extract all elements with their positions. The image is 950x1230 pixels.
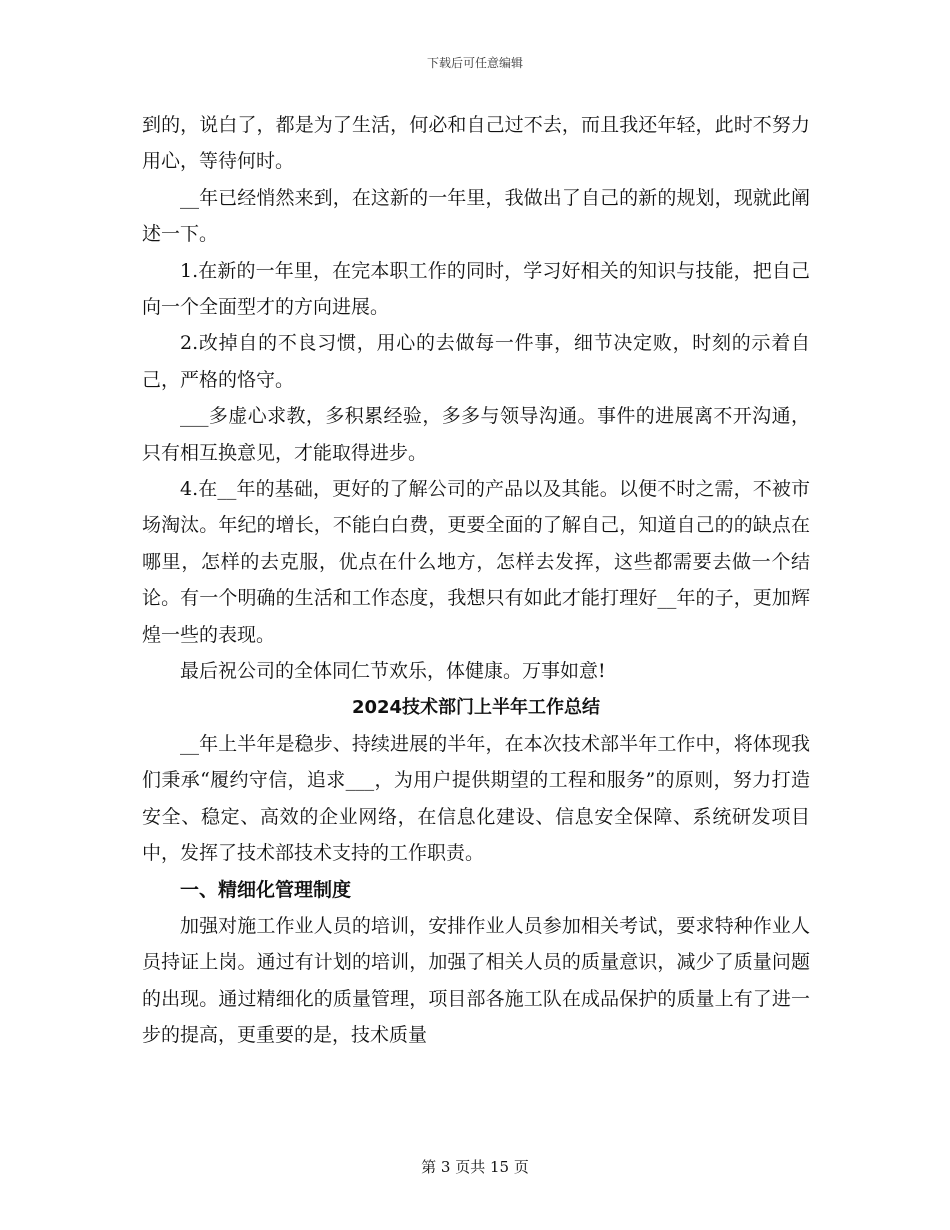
closing-wishes: 最后祝公司的全体同仁节欢乐，体健康。万事如意! [180,660,606,683]
training-paragraph: 加强对施工作业人员的培训，安排作业人员参加相关考试，要求特种作业人员持证上岗。通过有计划的培训，加强了相关人员的质量意识，减少了质量问题的出现。通过精细化的质量管理，项目部各施工队在成品保护的质量上有了进一步的提高，更重要的是，技术质量 [142,914,810,1047]
section-heading-1: 一、精细化管理制度 [180,878,352,901]
page-number-footer: 第 3 页共 15 页 [421,1158,529,1176]
section-title: 2024技术部门上半年工作总结 [351,696,601,718]
document-body [142,107,810,1054]
list-item-2: 2.改掉自的不良习惯，用心的去做每一件事，细节决定败，时刻的示着自己，严格的恪守。 [142,332,810,391]
paragraph-new-year-plan: __年已经悄然来到，在这新的一年里，我做出了自己的新的规划，现就此阐述一下。 [142,186,810,246]
list-item-4: 4.在__年的基础，更好的了解公司的产品以及其能。以便不时之需，不被市场淘汰。年纪的增长，不能白白费，更要全面的了解自己，知道自己的的缺点在哪里，怎样的去克服，优点在什么地方，怎样去发挥，这些都需要去做一个结论。有一个明确的生活和工作态度，我想只有如此才能打理好__年的子，更加辉煌一些的表现。 [142,478,810,646]
list-item-3: ___多虚心求教，多积累经验，多多与领导沟通。事件的进展离不开沟通，只有相互换意见，才能取得进步。 [142,405,810,464]
paragraph-continuation: 到的，说白了，都是为了生活，何必和自己过不去，而且我还年轻，此时不努力用心，等待何时。 [142,114,810,173]
summary-intro-paragraph: __年上半年是稳步、持续进展的半年，在本次技术部半年工作中，将体现我们秉承“履约守信，追求___，为用户提供期望的工程和服务”的原则，努力打造安全、稳定、高效的企业网络，在信息化建设、信息安全保障、系统研发项目中，发挥了技术部技术支持的工作职责。 [142,732,810,865]
page-header: 下载后可任意编辑 [426,56,523,70]
list-item-1: 1.在新的一年里，在完本职工作的同时，学习好相关的知识与技能，把自己向一个全面型才的方向进展。 [142,259,810,319]
